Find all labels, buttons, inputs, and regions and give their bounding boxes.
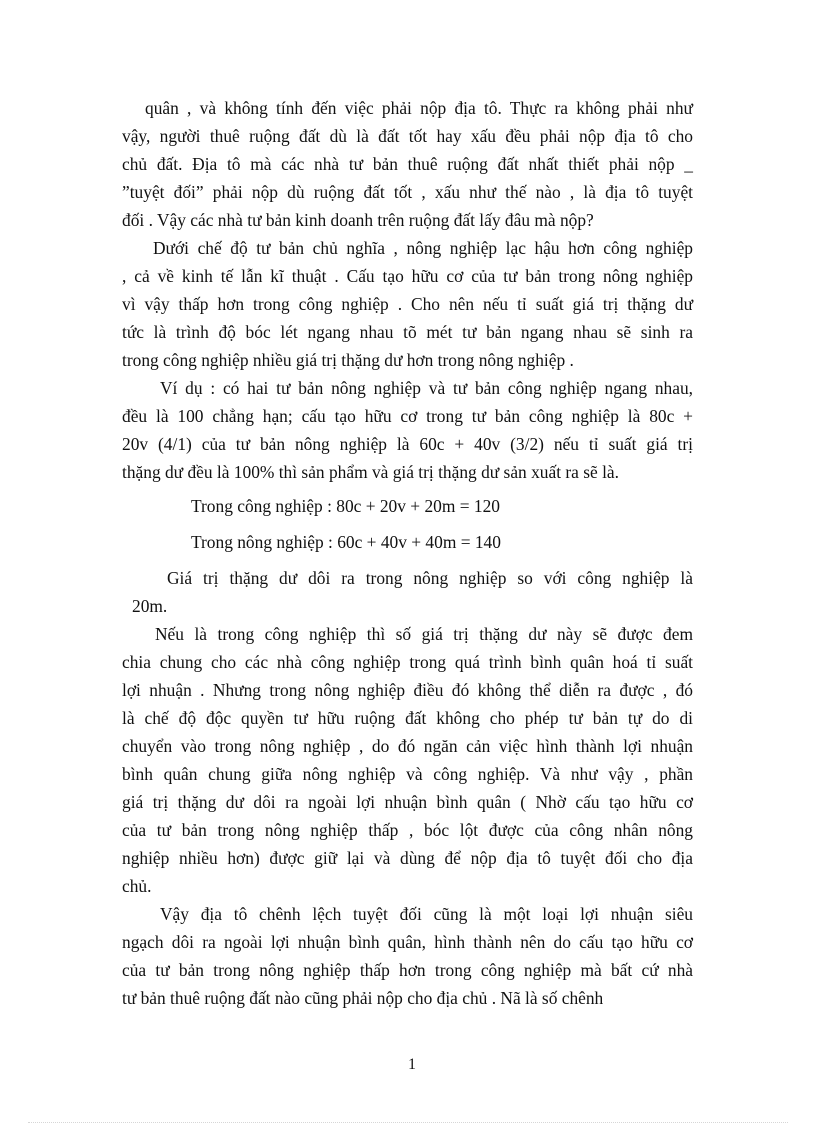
paragraph-5-line-6: bình quân chung giữa nông nghiệp và công nghiệp. Và như vậy , phần [122,764,693,784]
paragraph-3-line-1: Ví dụ : có hai tư bản nông nghiệp và tư bản công nghiệp ngang nhau, [160,378,693,398]
paragraph-5-line-10: chủ. [122,876,152,896]
paragraph-2-line-3: vì vậy thấp hơn trong công nghiệp . Cho nên nếu tỉ suất giá trị thặng dư [122,294,693,314]
paragraph-1-line-2: vậy, người thuê ruộng đất dù là đất tốt hay xấu đều phải nộp địa tô cho [122,126,693,146]
paragraph-5-line-9: nghiệp nhiều hơn) được giữ lại và dùng để nộp địa tô tuyệt đối cho địa [122,848,693,868]
paragraph-2-line-4: tức là trình độ bóc lét ngang nhau tõ mét tư bản ngang nhau sẽ sinh ra [122,322,693,342]
paragraph-3-line-3: 20v (4/1) của tư bản nông nghiệp là 60c + 40v (3/2) nếu tỉ suất giá trị [122,434,693,454]
paragraph-5-line-4: là chế độ độc quyền tư hữu ruộng đất không cho phép tư bản tự do di [122,708,693,728]
paragraph-2-line-5: trong công nghiệp nhiều giá trị thặng dư hơn trong nông nghiệp . [122,350,574,370]
paragraph-6-line-1: Vậy địa tô chênh lệch tuyệt đối cũng là một loại lợi nhuận siêu [160,904,693,924]
paragraph-5-line-2: chia chung cho các nhà công nghiệp trong quá trình bình quân hoá tỉ suất [122,652,693,672]
paragraph-6-line-3: của tư bản trong nông nghiệp thấp hơn trong công nghiệp mà bất cứ nhà [122,960,693,980]
paragraph-5-line-1: Nếu là trong công nghiệp thì số giá trị thặng dư này sẽ được đem [155,624,693,644]
paragraph-1-line-4: ”tuyệt đối” phải nộp dù ruộng đất tốt , xấu như thế nào , là địa tô tuyệt [122,182,693,202]
paragraph-4-line-1: Giá trị thặng dư dôi ra trong nông nghiệp so với công nghiệp là [167,568,693,588]
paragraph-4-line-2: 20m. [132,596,168,616]
paragraph-3-line-4: thặng dư đều là 100% thì sản phẩm và giá trị thặng dư sản xuất ra sẽ là. [122,462,619,482]
page-number: 1 [408,1056,416,1073]
paragraph-2-line-1: Dưới chế độ tư bản chủ nghĩa , nông nghiệp lạc hậu hơn công nghiệp [153,238,693,258]
paragraph-1-line-5: đối . Vậy các nhà tư bản kinh doanh trên ruộng đất lấy đâu mà nộp? [122,210,594,230]
paragraph-5-line-5: chuyển vào trong nông nghiệp , do đó ngăn cản việc hình thành lợi nhuận [122,736,693,756]
paragraph-1-line-3: chủ đất. Địa tô mà các nhà tư bản thuê ruộng đất nhất thiết phải nộp _ [122,154,693,174]
paragraph-5-line-7: giá trị thặng dư dôi ra ngoài lợi nhuận bình quân ( Nhờ cấu tạo hữu cơ [122,792,693,812]
paragraph-6-line-2: ngạch dôi ra ngoài lợi nhuận bình quân, hình thành nên do cấu tạo hữu cơ [122,932,693,952]
formula-industry: Trong công nghiệp : 80c + 20v + 20m = 120 [191,496,500,516]
paragraph-5-line-3: lợi nhuận . Nhưng trong nông nghiệp điều đó không thể diễn ra được , đó [122,680,693,700]
formula-agriculture: Trong nông nghiệp : 60c + 40v + 40m = 140 [191,532,501,552]
paragraph-3-line-2: đều là 100 chẳng hạn; cấu tạo hữu cơ trong tư bản công nghiệp là 80c + [122,406,693,426]
paragraph-2-line-2: , cả về kinh tế lẫn kĩ thuật . Cấu tạo hữu cơ của tư bản trong nông nghiệp [122,266,693,286]
paragraph-5-line-8: của tư bản trong nông nghiệp thấp , bóc lột được của công nhân nông [122,820,693,840]
paragraph-1-line-1: quân , và không tính đến việc phải nộp địa tô. Thực ra không phải như [145,98,693,118]
paragraph-6-line-4: tư bản thuê ruộng đất nào cũng phải nộp cho địa chủ . Nã là số chênh [122,988,604,1008]
